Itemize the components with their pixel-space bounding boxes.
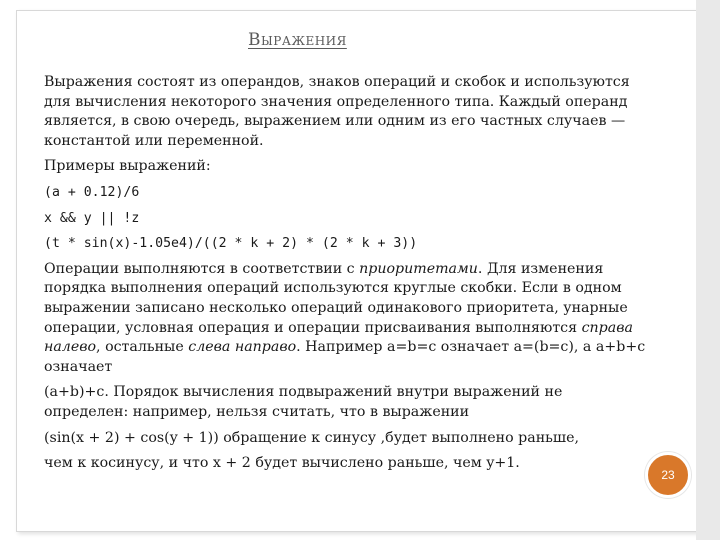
left-to-right-term: слева направо bbox=[188, 339, 297, 356]
side-rail bbox=[696, 0, 720, 540]
page-number-badge: 23 bbox=[645, 452, 691, 498]
slide-body bbox=[44, 73, 650, 474]
evaluation-order-line-3: чем к косинусу, и что x + 2 будет вычислено раньше, чем y+1. bbox=[44, 455, 520, 472]
example-expression-2: x && y || !z bbox=[44, 210, 140, 226]
priority-term: приоритетами bbox=[359, 260, 478, 277]
example-expression-3: (t * sin(x)-1.05e4)/((2 * k + 2) * (2 * k + 3)) bbox=[44, 236, 418, 252]
slide-title: Выражения bbox=[248, 30, 347, 50]
example-expression-1: (a + 0.12)/6 bbox=[44, 184, 140, 200]
intro-paragraph: Выражения состоят из операндов, знаков операций и скобок и используются для вычисления некоторого значения определенного типа. Каждый операнд является, в свою очередь, выражением или одним из его частных случаев — константой или переменной. bbox=[44, 74, 630, 149]
priority-paragraph bbox=[44, 260, 650, 378]
examples-heading: Примеры выражений: bbox=[44, 158, 211, 175]
rtl-text-after: , остальные bbox=[96, 339, 189, 356]
evaluation-order-line-2: (sin(x + 2) + cos(y + 1)) обращение к синусу ,будет выполнено раньше, bbox=[44, 429, 580, 446]
right-to-left-term: справа налево bbox=[44, 319, 633, 356]
evaluation-order-line-1: (a+b)+c. Порядок вычисления подвыражений внутри выражений не определен: например, нельзя считать, что в выражении bbox=[44, 384, 563, 420]
priority-text-after: . Для изменения порядка выполнения операций используются круглые скобки. Если в одном выражении записано несколько операций одинакового приоритета, унарные операции, условная операция и операции присваивания выполняются bbox=[44, 260, 628, 336]
ltr-text-after: . Например a=b=c означает a=(b=c), а a+b+c означает bbox=[44, 339, 646, 375]
priority-text-before: Операции выполняются в соответствии с bbox=[44, 260, 360, 277]
